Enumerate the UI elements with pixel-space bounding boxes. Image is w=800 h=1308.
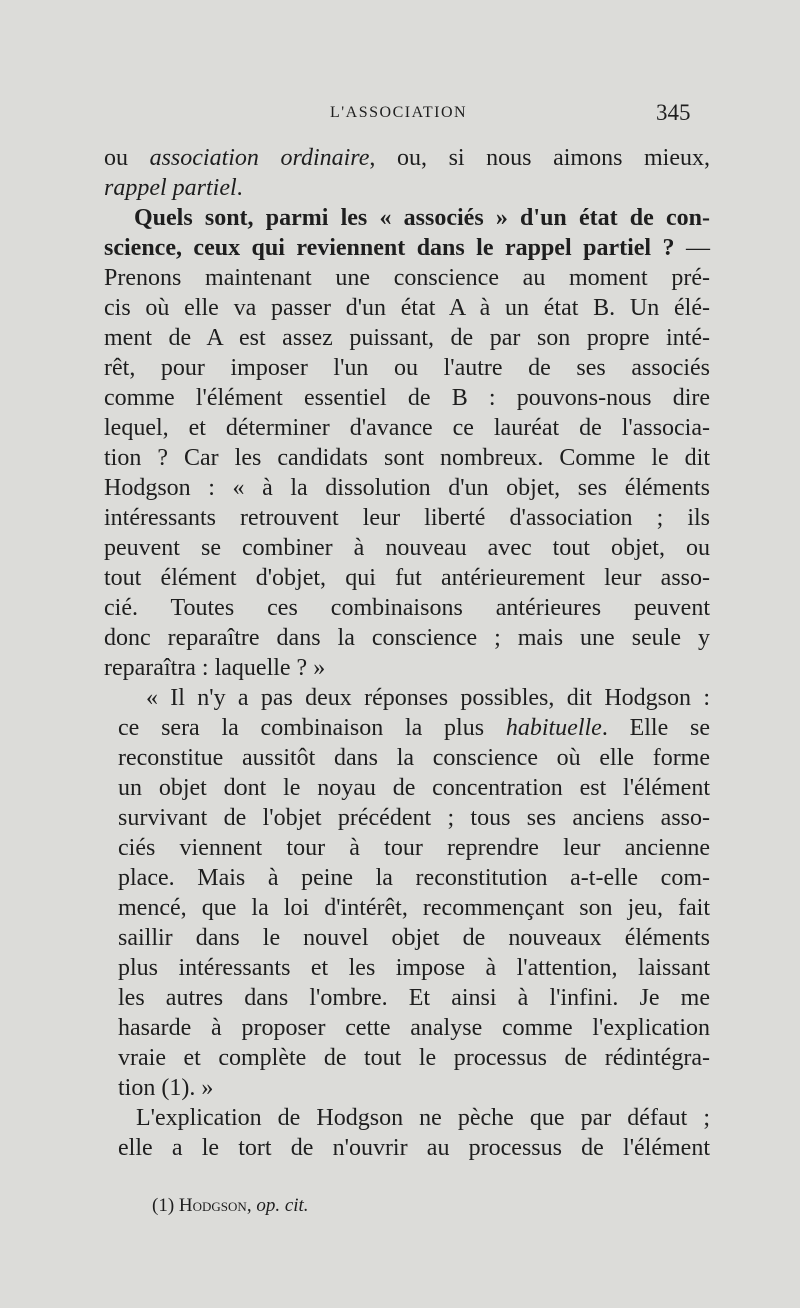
paragraph-1 (104, 143, 710, 203)
text-line: Prenons maintenant une conscience au moment pré- (104, 265, 710, 291)
text-line: « Il n'y a pas deux réponses possibles, dit Hodgson : (146, 685, 710, 711)
text-line: les autres dans l'ombre. Et ainsi à l'infini. Je me (118, 985, 710, 1011)
text-line: tout élément d'objet, qui fut antérieurement leur asso- (104, 565, 710, 591)
text-line: intéressants retrouvent leur liberté d'association ; ils (104, 505, 710, 531)
text-line: reparaîtra : laquelle ? » (104, 655, 326, 681)
page-number: 345 (656, 100, 691, 125)
text-line: donc reparaître dans la conscience ; mais une seule y (104, 625, 710, 651)
text-line: ment de A est assez puissant, de par son propre inté- (104, 325, 710, 351)
text-line: cié. Toutes ces combinaisons antérieures peuvent (104, 595, 710, 621)
text-line: saillir dans le nouvel objet de nouveaux éléments (118, 925, 710, 951)
text-line: lequel, et déterminer d'avance ce lauréat de l'associa- (104, 415, 710, 441)
text-line: tion (1). » (118, 1075, 214, 1101)
text-line: mencé, que la loi d'intérêt, recommençant son jeu, fait (118, 895, 710, 921)
paragraph-3-quotation (110, 683, 710, 1103)
text-line: L'explication de Hodgson ne pèche que par défaut ; (136, 1105, 710, 1131)
body-text (104, 143, 710, 1163)
footnote-author: Hodgson (178, 1195, 247, 1216)
text-line: survivant de l'objet précédent ; tous ses anciens asso- (118, 805, 710, 831)
footnote-reference: op. cit. (256, 1195, 309, 1216)
text-line: elle a le tort de n'ouvrir au processus de l'élément (118, 1135, 710, 1161)
bold-heading-line: Quels sont, parmi les « associés » d'un état de con- (134, 205, 710, 231)
text-line: place. Mais à peine la reconstitution a-t-elle com- (118, 865, 710, 891)
text-line: un objet dont le noyau de concentration est l'élément (118, 775, 710, 801)
text-line: rêt, pour imposer l'un ou l'autre de ses associés (104, 355, 710, 381)
paragraph-4 (118, 1103, 710, 1163)
text-line: peuvent se combiner à nouveau avec tout objet, ou (104, 535, 710, 561)
footnote-marker: (1) (152, 1195, 179, 1216)
text-line: rappel partiel. (104, 175, 243, 201)
text-line: Hodgson : « à la dissolution d'un objet, ses éléments (104, 475, 710, 501)
text-line: plus intéressants et les impose à l'attention, laissant (118, 955, 710, 981)
paragraph-2 (104, 203, 710, 683)
text-line: reconstitue aussitôt dans la conscience où elle forme (118, 745, 710, 771)
running-head (0, 100, 800, 130)
running-title: L'ASSOCIATION (330, 104, 468, 121)
text-line: comme l'élément essentiel de B : pouvons-nous dire (104, 385, 710, 411)
bold-heading-line: science, ceux qui reviennent dans le rappel partiel ? — (104, 235, 710, 261)
text-line: ou association ordinaire, ou, si nous aimons mieux, (104, 145, 710, 171)
footnote: (1) Hodgson, op. cit. (152, 1195, 309, 1216)
text-line: cis où elle va passer d'un état A à un état B. Un élé- (104, 295, 710, 321)
text-line: ce sera la combinaison la plus habituelle. Elle se (118, 715, 710, 741)
text-line: hasarde à proposer cette analyse comme l'explication (118, 1015, 710, 1041)
text-line: tion ? Car les candidats sont nombreux. Comme le dit (104, 445, 710, 471)
text-line: ciés viennent tour à tour reprendre leur ancienne (118, 835, 710, 861)
text-line: vraie et complète de tout le processus de rédintégra- (118, 1045, 710, 1071)
